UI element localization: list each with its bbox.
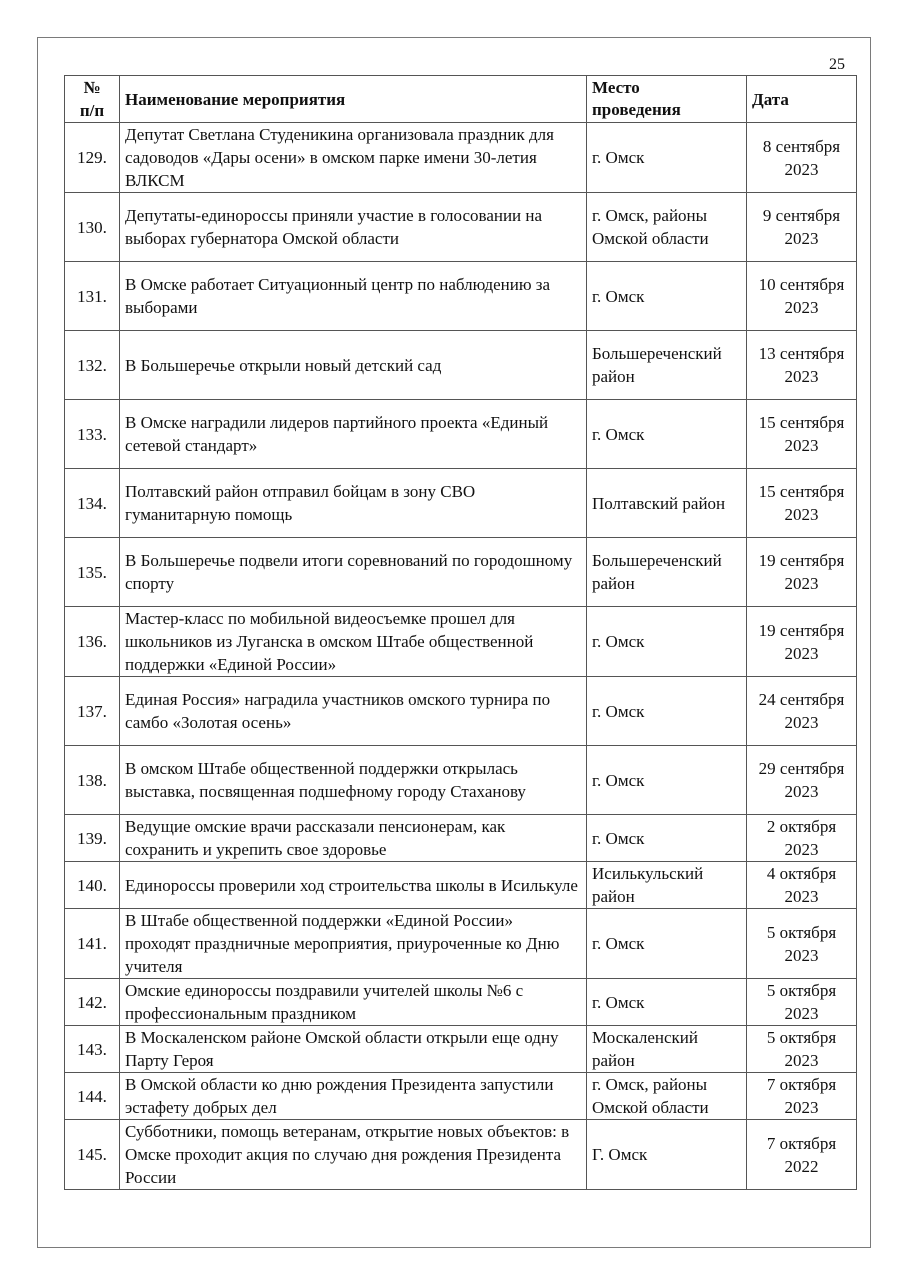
event-place: г. Омск — [587, 123, 747, 193]
table-row — [65, 123, 857, 193]
table-header-row — [65, 76, 857, 123]
row-number: 137. — [65, 677, 120, 746]
event-date: 24 сентября 2023 — [747, 677, 857, 746]
event-date: 5 октября 2023 — [747, 1026, 857, 1073]
event-name: В Большеречье открыли новый детский сад — [120, 331, 587, 400]
row-number: 144. — [65, 1073, 120, 1120]
event-place: Полтавский район — [587, 469, 747, 538]
event-date: 2 октября 2023 — [747, 815, 857, 862]
event-name: Единая Россия» наградила участников омского турнира по самбо «Золотая осень» — [120, 677, 587, 746]
event-name: В Штабе общественной поддержки «Единой России» проходят праздничные мероприятия, приуроченные ко Дню учителя — [120, 909, 587, 979]
header-name: Наименование мероприятия — [120, 76, 587, 123]
row-number: 129. — [65, 123, 120, 193]
event-date: 15 сентября 2023 — [747, 400, 857, 469]
row-number: 138. — [65, 746, 120, 815]
event-date: 7 октября 2023 — [747, 1073, 857, 1120]
event-name: В Омске работает Ситуационный центр по наблюдению за выборами — [120, 262, 587, 331]
header-date: Дата — [747, 76, 857, 123]
event-date: 29 сентября 2023 — [747, 746, 857, 815]
row-number: 141. — [65, 909, 120, 979]
event-date: 7 октября 2022 — [747, 1120, 857, 1190]
table-row — [65, 979, 857, 1026]
event-place: Большереченский район — [587, 538, 747, 607]
table-row — [65, 538, 857, 607]
event-name: Ведущие омские врачи рассказали пенсионерам, как сохранить и укрепить свое здоровье — [120, 815, 587, 862]
row-number: 140. — [65, 862, 120, 909]
event-name: Единороссы проверили ход строительства школы в Исилькуле — [120, 862, 587, 909]
event-name: Полтавский район отправил бойцам в зону СВО гуманитарную помощь — [120, 469, 587, 538]
event-place: г. Омск — [587, 262, 747, 331]
table-row — [65, 1073, 857, 1120]
row-number: 136. — [65, 607, 120, 677]
table-row — [65, 262, 857, 331]
event-place: г. Омск — [587, 815, 747, 862]
event-name: В Большеречье подвели итоги соревнований по городошному спорту — [120, 538, 587, 607]
row-number: 142. — [65, 979, 120, 1026]
header-number: № п/п — [65, 76, 120, 123]
event-date: 9 сентября 2023 — [747, 193, 857, 262]
event-place: Исилькульский район — [587, 862, 747, 909]
row-number: 130. — [65, 193, 120, 262]
table-row — [65, 331, 857, 400]
table-row — [65, 607, 857, 677]
page-number: 25 — [829, 56, 845, 73]
table-row — [65, 677, 857, 746]
event-date: 5 октября 2023 — [747, 979, 857, 1026]
event-date: 19 сентября 2023 — [747, 538, 857, 607]
event-date: 5 октября 2023 — [747, 909, 857, 979]
event-date: 4 октября 2023 — [747, 862, 857, 909]
event-name: В Москаленском районе Омской области открыли еще одну Парту Героя — [120, 1026, 587, 1073]
events-table — [64, 75, 857, 1190]
row-number: 133. — [65, 400, 120, 469]
table-row — [65, 815, 857, 862]
event-place: Г. Омск — [587, 1120, 747, 1190]
event-place: г. Омск — [587, 607, 747, 677]
row-number: 132. — [65, 331, 120, 400]
event-place: г. Омск — [587, 979, 747, 1026]
event-date: 15 сентября 2023 — [747, 469, 857, 538]
row-number: 134. — [65, 469, 120, 538]
event-date: 8 сентября 2023 — [747, 123, 857, 193]
event-name: Субботники, помощь ветеранам, открытие новых объектов: в Омске проходит акция по случаю дня рождения Президента России — [120, 1120, 587, 1190]
event-name: В омском Штабе общественной поддержки открылась выставка, посвященная подшефному городу Стаханову — [120, 746, 587, 815]
event-date: 10 сентября 2023 — [747, 262, 857, 331]
table-row — [65, 193, 857, 262]
event-place: Большереченский район — [587, 331, 747, 400]
event-place: г. Омск, районы Омской области — [587, 193, 747, 262]
event-name: Депутаты-единороссы приняли участие в голосовании на выборах губернатора Омской области — [120, 193, 587, 262]
table-row — [65, 1026, 857, 1073]
event-name: В Омске наградили лидеров партийного проекта «Единый сетевой стандарт» — [120, 400, 587, 469]
table-row — [65, 469, 857, 538]
event-place: г. Омск — [587, 746, 747, 815]
table-row — [65, 862, 857, 909]
event-place: г. Омск — [587, 400, 747, 469]
header-place: Место проведения — [587, 76, 747, 123]
event-date: 19 сентября 2023 — [747, 607, 857, 677]
event-name: В Омской области ко дню рождения Президента запустили эстафету добрых дел — [120, 1073, 587, 1120]
table-row — [65, 746, 857, 815]
table-row — [65, 1120, 857, 1190]
event-place: г. Омск, районы Омской области — [587, 1073, 747, 1120]
row-number: 143. — [65, 1026, 120, 1073]
event-date: 13 сентября 2023 — [747, 331, 857, 400]
event-place: г. Омск — [587, 909, 747, 979]
event-name: Депутат Светлана Студеникина организовала праздник для садоводов «Дары осени» в омском парке имени 30-летия ВЛКСМ — [120, 123, 587, 193]
row-number: 139. — [65, 815, 120, 862]
table-row — [65, 909, 857, 979]
event-name: Омские единороссы поздравили учителей школы №6 с профессиональным праздником — [120, 979, 587, 1026]
event-place: Москаленский район — [587, 1026, 747, 1073]
table-row — [65, 400, 857, 469]
row-number: 145. — [65, 1120, 120, 1190]
row-number: 131. — [65, 262, 120, 331]
row-number: 135. — [65, 538, 120, 607]
event-name: Мастер-класс по мобильной видеосъемке прошел для школьников из Луганска в омском Штабе общественной поддержки «Единой России» — [120, 607, 587, 677]
event-place: г. Омск — [587, 677, 747, 746]
